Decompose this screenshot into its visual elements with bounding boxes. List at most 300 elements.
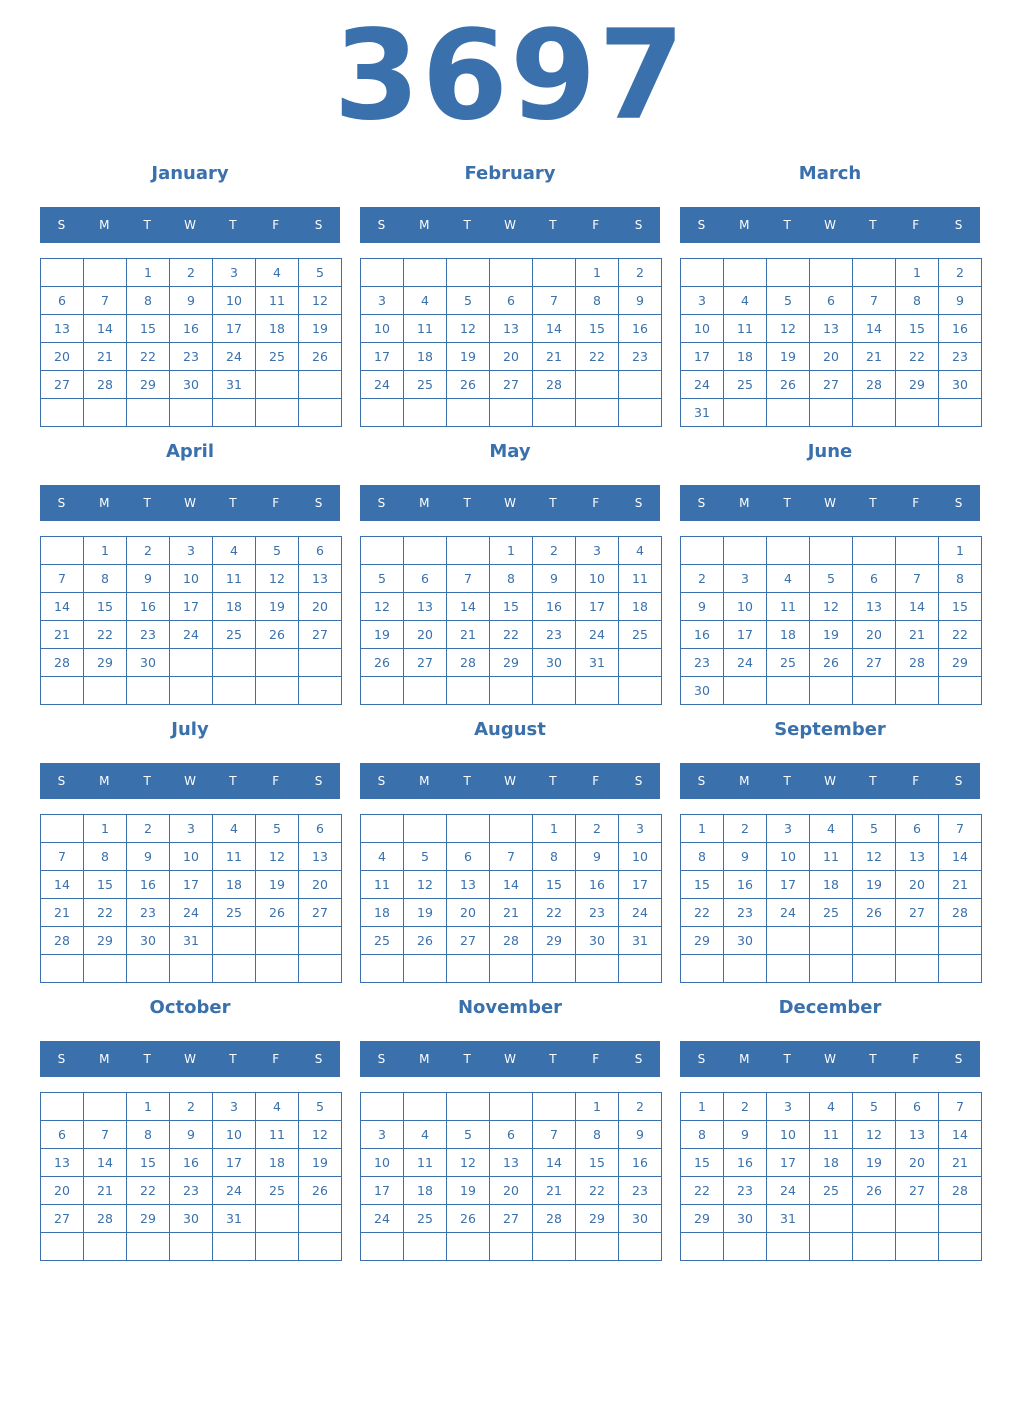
empty-cell — [404, 677, 447, 705]
weekday-label: M — [99, 496, 110, 510]
day-cell: 15 — [939, 593, 982, 621]
day-cell: 11 — [810, 843, 853, 871]
week-row — [361, 1093, 662, 1121]
day-cell: 16 — [170, 315, 213, 343]
day-cell: 4 — [404, 287, 447, 315]
day-cell: 2 — [127, 815, 170, 843]
weekday-label: T — [549, 1052, 557, 1066]
day-cell: 12 — [361, 593, 404, 621]
day-cell: 29 — [127, 371, 170, 399]
day-cell: 11 — [256, 1121, 299, 1149]
empty-cell — [853, 677, 896, 705]
day-cell: 7 — [939, 815, 982, 843]
empty-cell — [447, 815, 490, 843]
day-cell: 23 — [724, 899, 767, 927]
day-cell: 5 — [447, 287, 490, 315]
day-cell: 1 — [939, 537, 982, 565]
day-cell: 10 — [724, 593, 767, 621]
day-cell: 1 — [896, 259, 939, 287]
empty-cell — [939, 1233, 982, 1261]
day-cell: 2 — [533, 537, 576, 565]
day-cell: 19 — [810, 621, 853, 649]
weekday-label: F — [592, 1052, 600, 1066]
weekday-header — [40, 207, 340, 243]
day-cell: 15 — [576, 1149, 619, 1177]
day-cell: 14 — [853, 315, 896, 343]
week-row — [41, 593, 342, 621]
weekday-label: F — [272, 1052, 280, 1066]
empty-cell — [619, 677, 662, 705]
day-cell: 2 — [170, 1093, 213, 1121]
day-cell: 9 — [170, 1121, 213, 1149]
day-grid — [40, 536, 342, 705]
day-cell: 4 — [767, 565, 810, 593]
week-row — [361, 343, 662, 371]
weekday-label: M — [419, 496, 430, 510]
day-cell: 24 — [213, 1177, 256, 1205]
week-row — [41, 537, 342, 565]
week-row — [681, 1093, 982, 1121]
day-cell: 8 — [84, 565, 127, 593]
empty-cell — [896, 955, 939, 983]
day-grid — [360, 258, 662, 427]
day-cell: 4 — [404, 1121, 447, 1149]
day-cell: 17 — [361, 1177, 404, 1205]
week-row — [681, 343, 982, 371]
day-cell: 6 — [490, 1121, 533, 1149]
empty-cell — [724, 955, 767, 983]
empty-cell — [84, 1093, 127, 1121]
day-cell: 7 — [447, 565, 490, 593]
day-cell: 25 — [361, 927, 404, 955]
day-cell: 30 — [939, 371, 982, 399]
day-cell: 29 — [533, 927, 576, 955]
day-cell: 21 — [896, 621, 939, 649]
day-cell: 22 — [681, 1177, 724, 1205]
day-cell: 6 — [810, 287, 853, 315]
day-cell: 26 — [447, 1205, 490, 1233]
day-cell: 13 — [404, 593, 447, 621]
weekday-header — [680, 207, 980, 243]
empty-cell — [490, 677, 533, 705]
weekday-label: S — [377, 496, 386, 510]
day-cell: 27 — [41, 371, 84, 399]
day-cell: 30 — [127, 649, 170, 677]
day-cell: 23 — [939, 343, 982, 371]
day-cell: 8 — [576, 1121, 619, 1149]
weekday-label: F — [592, 218, 600, 232]
day-cell: 5 — [767, 287, 810, 315]
day-cell: 16 — [724, 1149, 767, 1177]
day-cell: 28 — [84, 1205, 127, 1233]
empty-cell — [361, 1093, 404, 1121]
day-cell: 5 — [853, 1093, 896, 1121]
weekday-label: S — [697, 218, 706, 232]
day-cell: 26 — [447, 371, 490, 399]
weekday-label: T — [229, 774, 237, 788]
weekday-label: S — [634, 774, 643, 788]
day-cell: 6 — [41, 287, 84, 315]
month-name: September — [774, 719, 886, 740]
day-grid — [360, 536, 662, 705]
day-cell: 4 — [361, 843, 404, 871]
day-cell: 18 — [213, 593, 256, 621]
day-cell: 12 — [447, 315, 490, 343]
week-row — [361, 927, 662, 955]
day-cell: 2 — [724, 815, 767, 843]
day-cell: 1 — [681, 1093, 724, 1121]
day-cell: 26 — [767, 371, 810, 399]
empty-cell — [576, 677, 619, 705]
week-row — [41, 1093, 342, 1121]
day-cell: 19 — [767, 343, 810, 371]
empty-cell — [447, 537, 490, 565]
empty-cell — [490, 1093, 533, 1121]
day-cell: 21 — [84, 343, 127, 371]
day-cell: 27 — [41, 1205, 84, 1233]
day-cell: 8 — [127, 1121, 170, 1149]
day-cell: 17 — [213, 1149, 256, 1177]
day-cell: 10 — [170, 843, 213, 871]
weekday-label: F — [272, 496, 280, 510]
day-cell: 21 — [939, 871, 982, 899]
weekday-label: T — [143, 496, 151, 510]
day-cell: 26 — [853, 899, 896, 927]
empty-cell — [447, 955, 490, 983]
weekday-label: S — [57, 1052, 66, 1066]
day-cell: 12 — [299, 1121, 342, 1149]
empty-cell — [533, 955, 576, 983]
day-cell: 31 — [681, 399, 724, 427]
month-name: January — [151, 163, 229, 184]
empty-cell — [361, 259, 404, 287]
empty-cell — [896, 927, 939, 955]
day-cell: 24 — [213, 343, 256, 371]
day-cell: 16 — [939, 315, 982, 343]
day-cell: 6 — [404, 565, 447, 593]
weekday-label: T — [869, 496, 877, 510]
empty-cell — [810, 259, 853, 287]
day-cell: 3 — [767, 1093, 810, 1121]
empty-cell — [490, 399, 533, 427]
empty-cell — [896, 1205, 939, 1233]
day-cell: 6 — [853, 565, 896, 593]
day-cell: 10 — [681, 315, 724, 343]
weekday-label: W — [504, 774, 516, 788]
day-cell: 8 — [490, 565, 533, 593]
month-name: June — [807, 441, 853, 462]
empty-cell — [361, 677, 404, 705]
day-cell: 17 — [170, 593, 213, 621]
month-name: April — [165, 441, 215, 462]
day-cell: 22 — [84, 899, 127, 927]
day-cell: 17 — [213, 315, 256, 343]
day-cell: 4 — [724, 287, 767, 315]
day-cell: 19 — [853, 871, 896, 899]
day-cell: 25 — [213, 621, 256, 649]
week-row — [361, 1233, 662, 1261]
empty-cell — [84, 955, 127, 983]
day-cell: 5 — [361, 565, 404, 593]
empty-cell — [361, 1233, 404, 1261]
empty-cell — [41, 955, 84, 983]
empty-cell — [619, 649, 662, 677]
day-cell: 15 — [84, 871, 127, 899]
day-cell: 9 — [619, 287, 662, 315]
empty-cell — [299, 955, 342, 983]
week-row — [361, 259, 662, 287]
day-cell: 12 — [256, 843, 299, 871]
day-cell: 23 — [533, 621, 576, 649]
day-cell: 2 — [681, 565, 724, 593]
empty-cell — [939, 1205, 982, 1233]
weekday-label: M — [739, 218, 750, 232]
day-cell: 9 — [533, 565, 576, 593]
week-row — [361, 649, 662, 677]
day-cell: 16 — [619, 315, 662, 343]
empty-cell — [853, 927, 896, 955]
week-row — [361, 565, 662, 593]
empty-cell — [490, 955, 533, 983]
week-row — [681, 593, 982, 621]
day-cell: 1 — [533, 815, 576, 843]
day-cell: 10 — [767, 1121, 810, 1149]
empty-cell — [447, 399, 490, 427]
day-cell: 6 — [447, 843, 490, 871]
day-cell: 26 — [853, 1177, 896, 1205]
week-row — [41, 843, 342, 871]
empty-cell — [299, 1233, 342, 1261]
empty-cell — [810, 927, 853, 955]
day-cell: 3 — [681, 287, 724, 315]
empty-cell — [127, 677, 170, 705]
empty-cell — [810, 1205, 853, 1233]
empty-cell — [84, 677, 127, 705]
day-cell: 1 — [490, 537, 533, 565]
week-row — [361, 1121, 662, 1149]
day-cell: 4 — [256, 1093, 299, 1121]
day-cell: 30 — [724, 927, 767, 955]
empty-cell — [810, 399, 853, 427]
day-cell: 10 — [170, 565, 213, 593]
day-cell: 9 — [170, 287, 213, 315]
day-cell: 21 — [533, 1177, 576, 1205]
day-cell: 26 — [361, 649, 404, 677]
day-grid — [680, 814, 982, 983]
day-cell: 20 — [490, 1177, 533, 1205]
day-cell: 6 — [299, 537, 342, 565]
empty-cell — [299, 399, 342, 427]
empty-cell — [361, 537, 404, 565]
empty-cell — [853, 1233, 896, 1261]
day-cell: 21 — [939, 1149, 982, 1177]
day-cell: 27 — [490, 1205, 533, 1233]
day-cell: 17 — [170, 871, 213, 899]
day-cell: 29 — [576, 1205, 619, 1233]
empty-cell — [853, 399, 896, 427]
day-cell: 13 — [896, 1121, 939, 1149]
day-cell: 24 — [767, 899, 810, 927]
week-row — [681, 1121, 982, 1149]
empty-cell — [853, 1205, 896, 1233]
day-cell: 10 — [619, 843, 662, 871]
day-cell: 27 — [447, 927, 490, 955]
weekday-label: S — [377, 1052, 386, 1066]
empty-cell — [299, 677, 342, 705]
empty-cell — [41, 537, 84, 565]
day-cell: 23 — [724, 1177, 767, 1205]
empty-cell — [170, 677, 213, 705]
day-cell: 11 — [213, 843, 256, 871]
weekday-label: W — [184, 496, 196, 510]
day-cell: 19 — [299, 1149, 342, 1177]
empty-cell — [896, 677, 939, 705]
day-cell: 10 — [767, 843, 810, 871]
weekday-label: S — [697, 774, 706, 788]
empty-cell — [84, 1233, 127, 1261]
day-cell: 25 — [213, 899, 256, 927]
day-cell: 20 — [404, 621, 447, 649]
day-cell: 22 — [127, 343, 170, 371]
day-cell: 26 — [256, 621, 299, 649]
empty-cell — [896, 1233, 939, 1261]
day-cell: 14 — [896, 593, 939, 621]
day-cell: 24 — [681, 371, 724, 399]
day-cell: 18 — [767, 621, 810, 649]
empty-cell — [724, 537, 767, 565]
day-cell: 12 — [767, 315, 810, 343]
day-cell: 9 — [681, 593, 724, 621]
day-cell: 8 — [84, 843, 127, 871]
weekday-label: T — [463, 774, 471, 788]
weekday-label: F — [592, 496, 600, 510]
day-cell: 14 — [533, 1149, 576, 1177]
day-cell: 17 — [767, 1149, 810, 1177]
day-cell: 8 — [576, 287, 619, 315]
day-cell: 2 — [170, 259, 213, 287]
day-cell: 9 — [939, 287, 982, 315]
weekday-label: S — [57, 496, 66, 510]
week-row — [361, 537, 662, 565]
day-cell: 25 — [404, 371, 447, 399]
empty-cell — [939, 677, 982, 705]
day-cell: 1 — [127, 1093, 170, 1121]
empty-cell — [619, 371, 662, 399]
week-row — [41, 677, 342, 705]
empty-cell — [533, 1233, 576, 1261]
day-cell: 12 — [810, 593, 853, 621]
day-cell: 20 — [490, 343, 533, 371]
day-cell: 18 — [810, 1149, 853, 1177]
day-cell: 26 — [404, 927, 447, 955]
day-cell: 21 — [447, 621, 490, 649]
day-cell: 28 — [533, 371, 576, 399]
day-cell: 19 — [256, 593, 299, 621]
week-row — [361, 593, 662, 621]
day-cell: 15 — [127, 315, 170, 343]
day-cell: 23 — [576, 899, 619, 927]
day-cell: 4 — [213, 815, 256, 843]
day-cell: 16 — [127, 871, 170, 899]
day-cell: 27 — [490, 371, 533, 399]
empty-cell — [41, 677, 84, 705]
weekday-label: M — [739, 774, 750, 788]
day-cell: 22 — [533, 899, 576, 927]
day-cell: 17 — [724, 621, 767, 649]
day-cell: 11 — [404, 315, 447, 343]
day-cell: 29 — [939, 649, 982, 677]
empty-cell — [853, 259, 896, 287]
day-cell: 29 — [84, 927, 127, 955]
day-cell: 4 — [810, 815, 853, 843]
day-cell: 18 — [361, 899, 404, 927]
day-cell: 27 — [299, 899, 342, 927]
weekday-label: T — [143, 1052, 151, 1066]
day-cell: 31 — [619, 927, 662, 955]
week-row — [681, 1177, 982, 1205]
weekday-label: S — [314, 774, 323, 788]
day-grid — [680, 258, 982, 427]
day-cell: 5 — [299, 259, 342, 287]
month-name: February — [464, 163, 556, 184]
weekday-label: W — [824, 496, 836, 510]
day-cell: 22 — [896, 343, 939, 371]
weekday-label: F — [912, 774, 920, 788]
week-row — [681, 1233, 982, 1261]
empty-cell — [361, 399, 404, 427]
day-cell: 30 — [681, 677, 724, 705]
day-grid — [40, 1092, 342, 1261]
empty-cell — [299, 371, 342, 399]
weekday-label: W — [184, 774, 196, 788]
day-cell: 7 — [84, 1121, 127, 1149]
day-cell: 25 — [767, 649, 810, 677]
empty-cell — [361, 955, 404, 983]
weekday-label: S — [634, 218, 643, 232]
day-cell: 31 — [213, 371, 256, 399]
empty-cell — [533, 259, 576, 287]
day-cell: 13 — [299, 843, 342, 871]
day-cell: 12 — [299, 287, 342, 315]
day-cell: 13 — [490, 1149, 533, 1177]
weekday-header — [40, 1041, 340, 1077]
week-row — [41, 1149, 342, 1177]
empty-cell — [404, 399, 447, 427]
day-cell: 4 — [256, 259, 299, 287]
empty-cell — [767, 955, 810, 983]
empty-cell — [681, 1233, 724, 1261]
day-cell: 4 — [810, 1093, 853, 1121]
empty-cell — [681, 955, 724, 983]
empty-cell — [404, 955, 447, 983]
day-cell: 1 — [681, 815, 724, 843]
day-cell: 6 — [896, 1093, 939, 1121]
day-cell: 28 — [41, 649, 84, 677]
empty-cell — [213, 649, 256, 677]
day-cell: 15 — [127, 1149, 170, 1177]
day-cell: 10 — [213, 287, 256, 315]
weekday-label: T — [463, 218, 471, 232]
day-cell: 23 — [127, 621, 170, 649]
week-row — [681, 677, 982, 705]
day-cell: 10 — [361, 1149, 404, 1177]
day-cell: 11 — [256, 287, 299, 315]
day-cell: 13 — [896, 843, 939, 871]
day-grid — [680, 536, 982, 705]
day-cell: 24 — [724, 649, 767, 677]
day-cell: 26 — [256, 899, 299, 927]
weekday-label: S — [377, 218, 386, 232]
